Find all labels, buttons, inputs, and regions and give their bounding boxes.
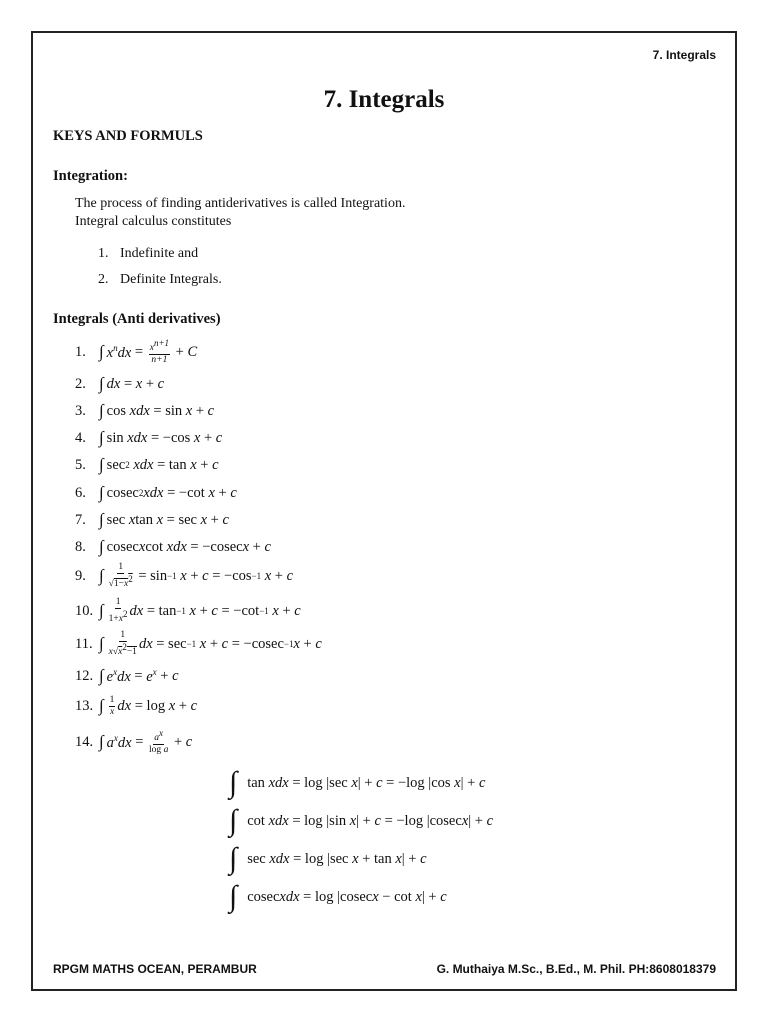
list-number: 1.: [98, 246, 109, 261]
section-heading-keys: KEYS AND FORMULS: [53, 128, 203, 144]
list-number: 2.: [98, 272, 109, 287]
formula-14: 14. ∫ $a^xdx$ = $\frac{a^x}{\text{log a}}$ + c: [75, 727, 193, 756]
list-label: Indefinite and: [120, 246, 199, 261]
formula-12: 12. ∫ $e^xdx$ = $e^x$ + c: [75, 666, 179, 685]
log-formula-cosec: ∫ cosec xdx = log |cosec x − cot x | + c: [229, 880, 447, 913]
formula-1: 1. ∫ $x^ndx$ = $\frac{x^{n+1}}{n+1}$ + C: [75, 337, 198, 366]
list-item: [98, 246, 198, 262]
formula-6: 6. ∫ cosec 2 xdx = −cot x + c: [75, 483, 237, 502]
running-header: 7. Integrals: [652, 48, 716, 62]
log-formula-tan: ∫ tan xdx = log |sec x | + c = −log |cos x | + c: [229, 766, 486, 799]
formula-13: 13. ∫ $\frac{1}{x}$ dx = log x + c: [75, 694, 198, 717]
formula-7: 7. ∫ sec x tan x = sec x + c: [75, 510, 229, 529]
footer-right: G. Muthaiya M.Sc., B.Ed., M. Phil. PH:8608018379: [436, 962, 716, 976]
footer-left: RPGM MATHS OCEAN, PERAMBUR: [53, 962, 257, 976]
section-heading-anti-derivatives: Integrals (Anti derivatives): [53, 311, 221, 327]
formula-8: 8. ∫ cosec x cot xdx = −cosec x + c: [75, 537, 271, 556]
page-title: 7. Integrals: [323, 86, 445, 113]
section-heading-integration: Integration:: [53, 168, 128, 184]
formula-11: 11. ∫ $\frac{1}{x√x^2-1}$ dx = sec −1 x + c = −cosec −1 x + c: [75, 629, 322, 658]
formula-3: 3. ∫ cos xdx = sin x + c: [75, 401, 215, 420]
list-label: Definite Integrals.: [120, 272, 222, 287]
formula-5: 5. ∫ sec 2 xdx = tan x + c: [75, 455, 219, 474]
formula-10: 10. ∫ $\frac{1}{1+x^2}$ dx = tan −1 x + c = −cot −1 x + c: [75, 596, 301, 625]
intro-line-2: Integral calculus constitutes: [75, 214, 232, 229]
log-formula-sec: ∫ sec xdx = log |sec x + tan x | + c: [229, 842, 427, 875]
formula-2: 2. ∫ dx = x + c: [75, 374, 165, 393]
log-formula-cot: ∫ cot xdx = log |sin x | + c = −log |cosec x | + c: [229, 804, 494, 837]
formula-9: 9. ∫ $\frac{1}{√1-x^2}$ = sin −1 x + c = −cos −1 x + c: [75, 561, 294, 590]
list-item: [98, 272, 222, 288]
intro-line-1: The process of finding antiderivatives is called Integration.: [75, 196, 406, 211]
formula-4: 4. ∫ sin xdx = −cos x + c: [75, 428, 223, 447]
